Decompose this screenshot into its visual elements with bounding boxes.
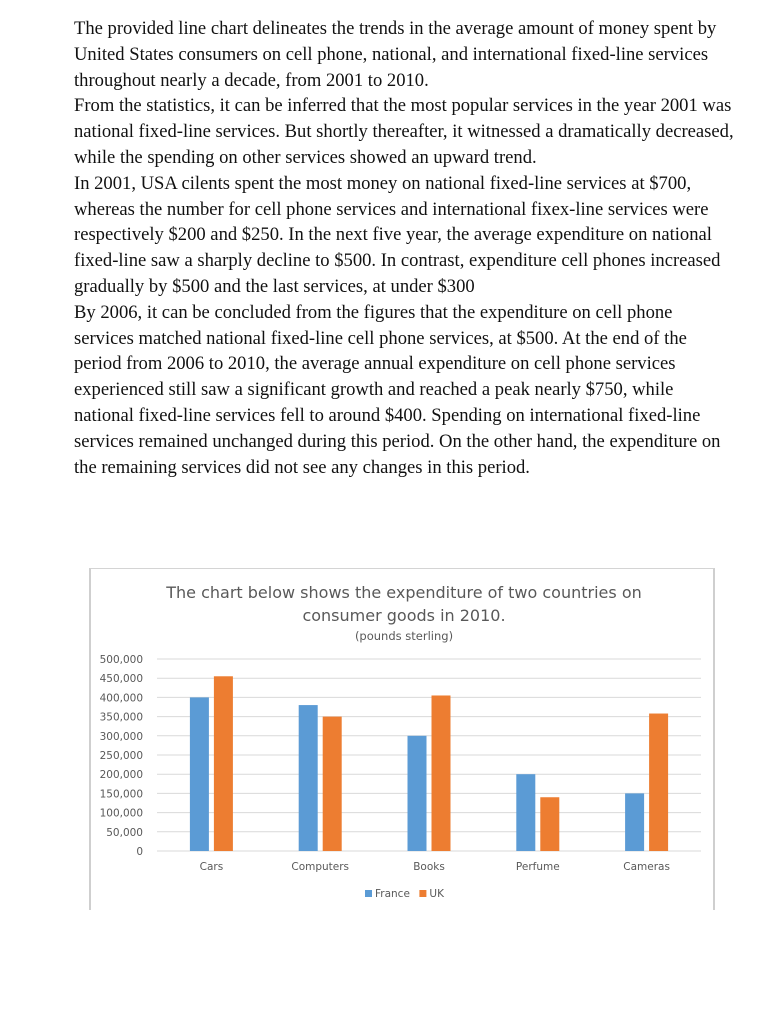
y-axis-ticks [100,654,143,858]
x-category-label: Perfume [515,861,560,873]
gridlines [157,659,701,851]
x-category-label: Computers [291,861,350,873]
essay-paragraph-4: By 2006, it can be concluded from the figures that the expenditure on cell phone services matched national fixed-line cell phone services, at $500. At the end of the period from 2006 to 2010, the average annual expenditure on cell phone services experienced still saw a significant growth and reached a peak nearly $750, while national fixed-line services fell to around $400. Spending on international fixed-line services remained unchanged during this period. On the other hand, the expenditure on the remaining services did not see any changes in this period. [74,301,721,478]
bar-france-books [408,736,427,851]
y-tick-label: 250,000 [99,750,143,762]
bar-france-perfume [516,774,535,851]
y-tick-label: 50,000 [106,826,143,839]
y-tick-label: 100,000 [99,807,143,820]
chart-canvas [91,569,713,911]
bar-uk-cameras [649,714,668,851]
x-category-label: Cars [199,861,224,873]
x-axis-categories [200,861,670,873]
bar-chart [89,568,715,910]
essay-paragraph-1: The provided line chart delineates the trends in the average amount of money spent by United States consumers on cell phone, national, and international fixed-line services throughout nearly a decade, from 2001 to 2010. [74,18,717,91]
x-category-label: Cameras [623,861,670,873]
bar-uk-books [432,695,451,851]
chart-title-line-1: The chart below shows the expenditure of two countries on [166,583,642,602]
x-category-label: Books [413,861,445,873]
y-tick-label: 150,000 [99,788,143,801]
y-tick-label: 450,000 [99,673,143,686]
essay-text [74,16,734,480]
y-tick-label: 500,000 [99,654,143,666]
legend-label-uk: UK [429,888,444,900]
bar-france-cameras [625,793,644,851]
chart-subtitle: (pounds sterling) [354,629,454,643]
legend-swatch-france [365,890,372,897]
bar-uk-cars [214,676,233,851]
essay-paragraph-3: In 2001, USA cilents spent the most money on national fixed-line services at $700, whereas the number for cell phone services and international fixex-line services were respectively $200 and $250. In the next five year, the average expenditure on national fixed-line saw a sharply decline to $500. In contrast, expenditure cell phones increased gradually by $500 and the last services, at under $300 [74,172,721,297]
bar-uk-computers [323,717,342,851]
bar-france-computers [299,705,318,851]
bars [190,676,668,851]
y-tick-label: 0 [136,846,143,858]
y-tick-label: 350,000 [99,711,143,724]
y-tick-label: 200,000 [99,769,143,782]
legend-label-france: France [375,888,410,900]
bar-france-cars [190,697,209,851]
legend-swatch-uk [419,890,426,897]
y-tick-label: 400,000 [99,692,143,705]
bar-uk-perfume [540,797,559,851]
chart-title-line-2: consumer goods in 2010. [302,606,506,625]
y-tick-label: 300,000 [99,730,143,743]
legend [365,888,445,900]
essay-paragraph-2: From the statistics, it can be inferred that the most popular services in the year 2001 was national fixed-line services. But shortly thereafter, it witnessed a dramatically decreased, while the spending on other services showed an upward trend. [74,95,734,168]
